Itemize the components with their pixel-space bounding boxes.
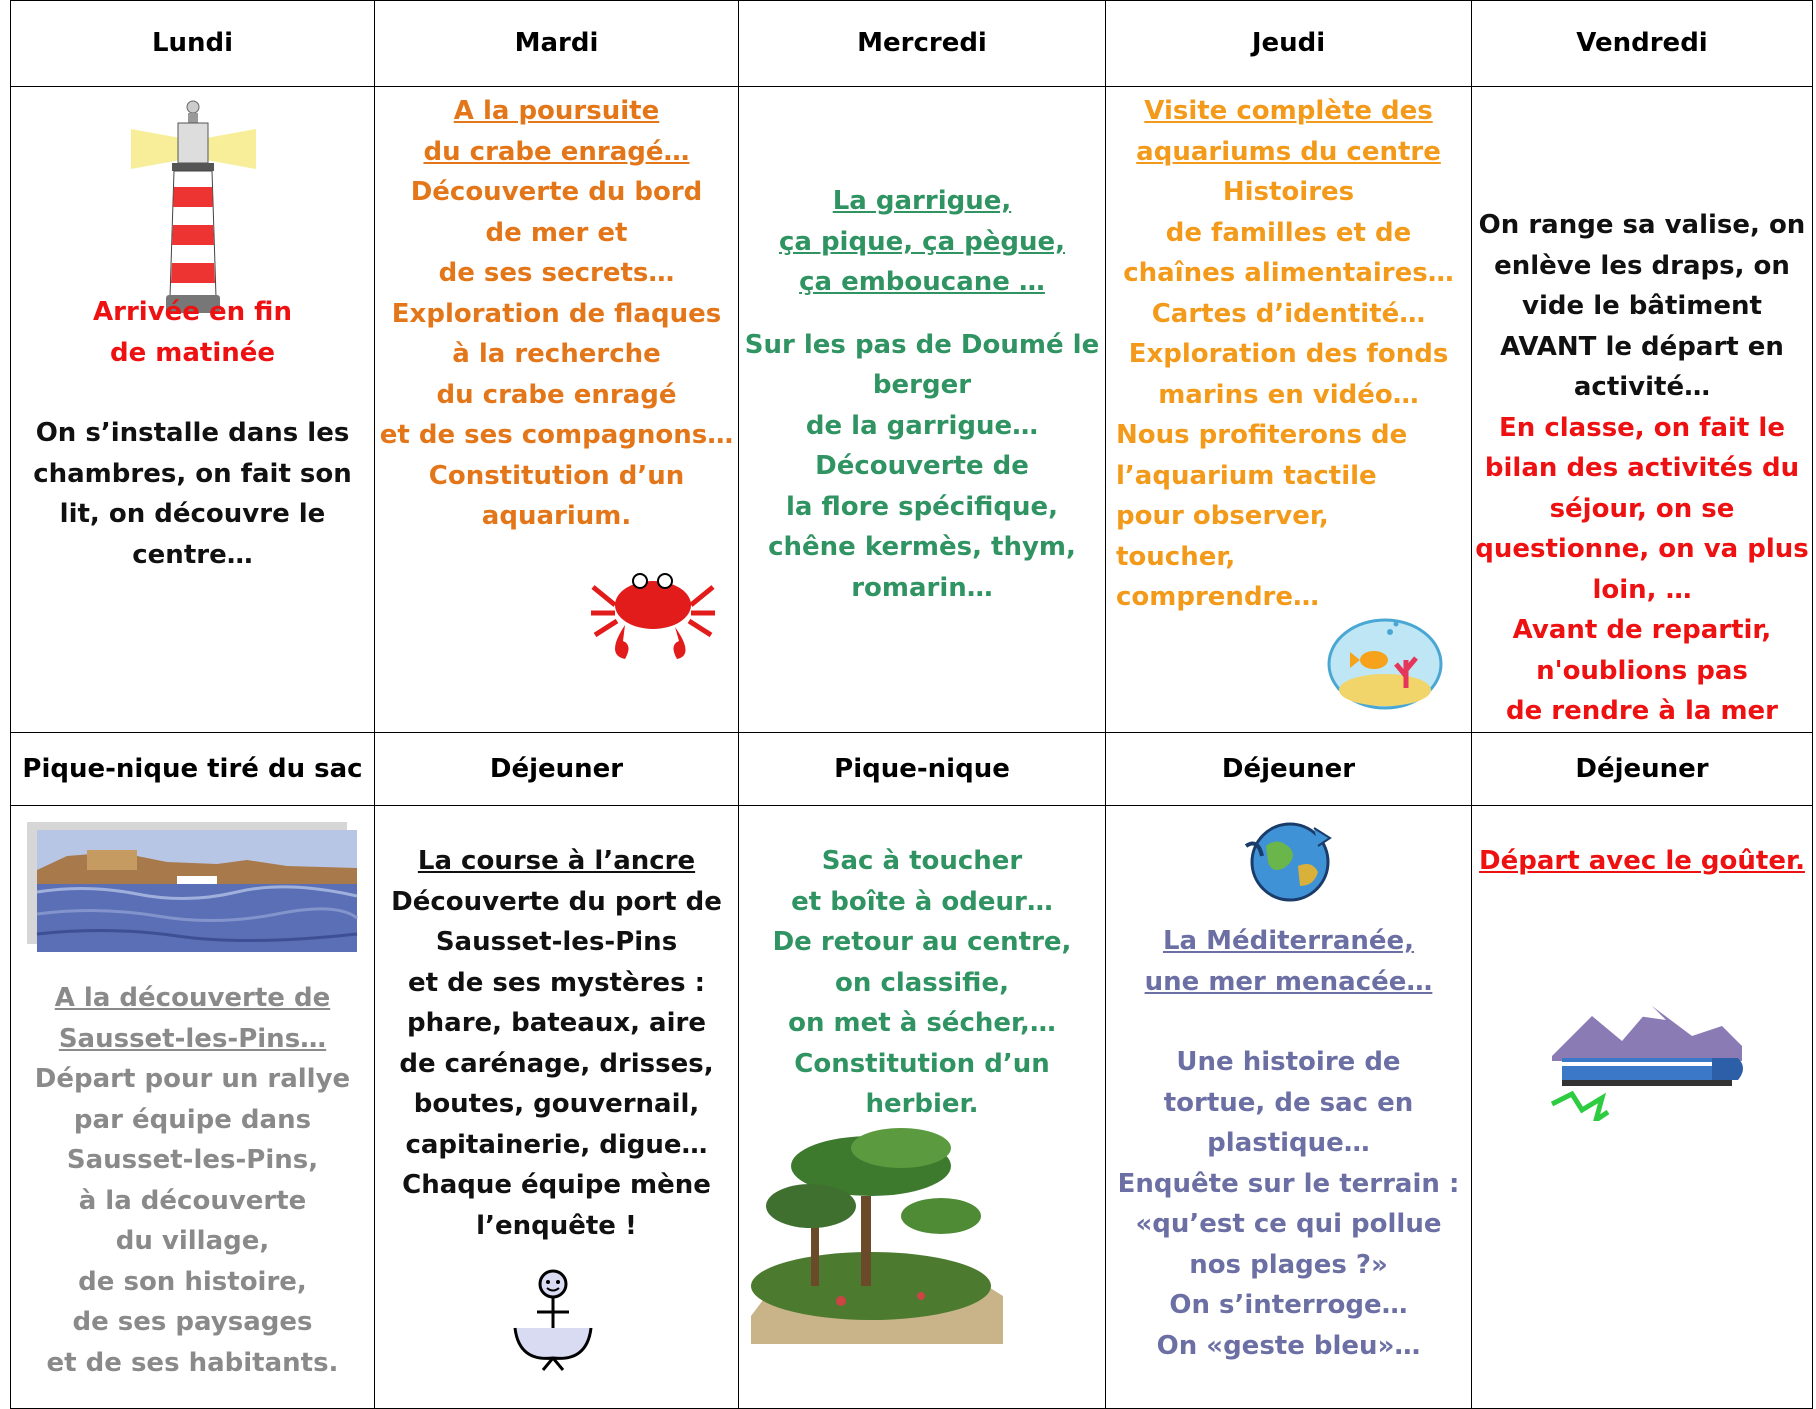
afternoon-row bbox=[11, 806, 1813, 1409]
lunch-cell: Déjeuner bbox=[1472, 733, 1813, 806]
text-line: du village, bbox=[115, 1226, 270, 1256]
text-line: herbier. bbox=[865, 1089, 979, 1119]
text-line: de ses secrets… bbox=[438, 258, 675, 288]
text-line: loin, … bbox=[1592, 574, 1692, 605]
text-line: chêne kermès, thym, bbox=[768, 532, 1076, 562]
text-line: chaînes alimentaires… bbox=[1123, 258, 1454, 288]
text-line: phare, bateaux, aire bbox=[407, 1008, 706, 1038]
text-line: Chaque équipe mène bbox=[402, 1170, 711, 1200]
text-line: Sur les pas de Doumé le bbox=[744, 329, 1100, 360]
activity-title: ça emboucane … bbox=[799, 267, 1045, 297]
text-line: activité… bbox=[1573, 372, 1711, 402]
text-line: l’enquête ! bbox=[476, 1210, 637, 1241]
text-line: lit, on découvre le bbox=[59, 499, 326, 529]
text-line: de son histoire, bbox=[78, 1266, 307, 1297]
activity-title: une mer menacée… bbox=[1144, 966, 1433, 997]
text-line: Avant de repartir, bbox=[1512, 615, 1772, 645]
text-line: Découverte du bord bbox=[410, 177, 703, 207]
activity-title: La garrigue, bbox=[832, 186, 1012, 216]
activity-title: La Méditerranée, bbox=[1162, 926, 1415, 956]
text-line: Cartes d’identité… bbox=[1151, 298, 1426, 329]
text-line: Sausset-les-Pins bbox=[435, 927, 678, 957]
text-line: et de ses mystères : bbox=[407, 967, 705, 998]
text-line: On s’installe dans les bbox=[35, 418, 350, 448]
cell-vendredi-morning bbox=[1472, 87, 1813, 733]
globe-icon bbox=[1238, 816, 1338, 906]
lunch-cell: Pique-nique tiré du sac bbox=[11, 733, 375, 806]
cell-jeudi-morning bbox=[1106, 87, 1472, 733]
text-line: «qu’est ce qui pollue bbox=[1135, 1209, 1442, 1239]
text-line: de la garrigue… bbox=[805, 410, 1039, 441]
text-line: Enquête sur le terrain : bbox=[1117, 1168, 1460, 1199]
activity-title: Départ avec le goûter. bbox=[1479, 846, 1805, 876]
text-line: à la découverte bbox=[78, 1185, 307, 1216]
lighthouse-icon bbox=[126, 97, 261, 319]
text-line: boutes, gouvernail, bbox=[413, 1089, 700, 1119]
harbour-photo bbox=[27, 822, 359, 954]
day-header-row bbox=[11, 1, 1813, 87]
text-line: En classe, on fait le bbox=[1499, 412, 1785, 443]
fishbowl-icon bbox=[1324, 602, 1446, 712]
cell-vendredi-afternoon bbox=[1472, 806, 1813, 1409]
text-line: Découverte du port de bbox=[391, 886, 722, 917]
day-header: Lundi bbox=[11, 1, 375, 87]
cell-mercredi-morning bbox=[739, 87, 1106, 733]
text-line: de ses paysages bbox=[72, 1307, 313, 1337]
text-line: Sausset-les-Pins, bbox=[66, 1145, 319, 1175]
text-line: nos plages ?» bbox=[1189, 1249, 1388, 1280]
day-header: Vendredi bbox=[1472, 1, 1813, 87]
text-line: Sac à toucher bbox=[821, 846, 1023, 876]
text-line: centre… bbox=[132, 539, 253, 570]
activity-title: du crabe enragé… bbox=[423, 136, 690, 167]
activity-title: ça pique, ça pègue, bbox=[778, 226, 1066, 257]
text-line: l’aquarium tactile bbox=[1116, 460, 1377, 491]
text-line: questionne, on va plus bbox=[1475, 534, 1809, 564]
text-line: comprendre… bbox=[1116, 582, 1320, 612]
activity-title: aquariums du centre bbox=[1136, 136, 1441, 167]
text-line: Arrivée en fin bbox=[93, 297, 292, 327]
text-line: et de ses compagnons… bbox=[379, 420, 734, 450]
text-line: marins en vidéo… bbox=[1158, 379, 1419, 410]
text-line: enlève les draps, on bbox=[1494, 250, 1790, 281]
cell-lundi-afternoon bbox=[11, 806, 375, 1409]
schedule-table bbox=[10, 0, 1813, 1409]
text-line: bilan des activités du bbox=[1484, 453, 1800, 483]
text-line: toucher, bbox=[1116, 541, 1236, 572]
text-line: et boîte à odeur… bbox=[791, 886, 1053, 917]
day-header: Jeudi bbox=[1106, 1, 1472, 87]
text-line: On s’interroge… bbox=[1169, 1290, 1408, 1320]
text-line: Exploration des fonds bbox=[1128, 339, 1449, 369]
cell-mardi-morning bbox=[375, 87, 739, 733]
day-header: Mercredi bbox=[739, 1, 1106, 87]
lunch-row bbox=[11, 733, 1813, 806]
crab-icon bbox=[585, 555, 720, 665]
cell-mardi-afternoon bbox=[375, 806, 739, 1409]
lunch-cell: Pique-nique bbox=[739, 733, 1106, 806]
text-line: on met à sécher,… bbox=[788, 1008, 1056, 1038]
text-line: à la recherche bbox=[452, 339, 661, 369]
text-line: pour observer, bbox=[1116, 501, 1329, 531]
text-line: romarin… bbox=[851, 572, 993, 603]
cell-mercredi-afternoon bbox=[739, 806, 1106, 1409]
text-line: de familles et de bbox=[1165, 217, 1412, 248]
text-line: Nous profiterons de bbox=[1116, 420, 1408, 450]
text-line: Une histoire de bbox=[1176, 1047, 1401, 1077]
text-line: chambres, on fait son bbox=[33, 458, 352, 489]
text-line: capitainerie, digue… bbox=[405, 1129, 708, 1160]
text-line: on classifie, bbox=[835, 967, 1009, 998]
text-line: Exploration de flaques bbox=[391, 298, 722, 329]
text-line: la flore spécifique, bbox=[785, 491, 1059, 522]
activity-title: Visite complète des bbox=[1144, 96, 1433, 126]
text-line: Découverte de bbox=[815, 451, 1029, 481]
text-line: tortue, de sac en bbox=[1163, 1087, 1414, 1118]
text-line: plastique… bbox=[1207, 1128, 1370, 1158]
activity-title: Sausset-les-Pins… bbox=[58, 1023, 327, 1054]
text-line: n'oublions pas bbox=[1536, 655, 1748, 686]
morning-row bbox=[11, 87, 1813, 733]
train-icon bbox=[1542, 986, 1752, 1121]
cell-lundi-morning bbox=[11, 87, 375, 733]
text-line: On «geste bleu»… bbox=[1156, 1330, 1421, 1361]
text-line: et de ses habitants. bbox=[46, 1347, 339, 1378]
lunch-cell: Déjeuner bbox=[1106, 733, 1472, 806]
activity-title: A la poursuite bbox=[453, 96, 660, 126]
text-line: AVANT le départ en bbox=[1500, 331, 1784, 362]
text-line: Constitution d’un bbox=[428, 460, 685, 491]
pine-tree-illustration bbox=[751, 1126, 1003, 1344]
text-line: berger bbox=[872, 370, 972, 400]
text-line: Constitution d’un bbox=[794, 1048, 1050, 1079]
text-line: Départ pour un rallye bbox=[34, 1064, 351, 1094]
text-line: De retour au centre, bbox=[772, 927, 1072, 957]
activity-title: A la découverte de bbox=[54, 983, 331, 1013]
anchor-icon bbox=[503, 1266, 603, 1376]
activity-title: La course à l’ancre bbox=[417, 846, 696, 876]
text-line: aquarium. bbox=[481, 501, 632, 531]
day-header: Mardi bbox=[375, 1, 739, 87]
text-line: de matinée bbox=[109, 337, 276, 368]
cell-jeudi-afternoon bbox=[1106, 806, 1472, 1409]
lunch-cell: Déjeuner bbox=[375, 733, 739, 806]
text-line: vide le bâtiment bbox=[1522, 291, 1762, 321]
text-line: du crabe enragé bbox=[436, 379, 677, 410]
text-line: séjour, on se bbox=[1549, 493, 1735, 524]
text-line: de mer et bbox=[485, 217, 628, 248]
text-line: de rendre à la mer bbox=[1505, 696, 1779, 726]
text-line: On range sa valise, on bbox=[1478, 210, 1806, 240]
text-line: Histoires bbox=[1222, 177, 1355, 207]
text-line: de carénage, drisses, bbox=[399, 1048, 714, 1079]
text-line: par équipe dans bbox=[73, 1104, 312, 1135]
